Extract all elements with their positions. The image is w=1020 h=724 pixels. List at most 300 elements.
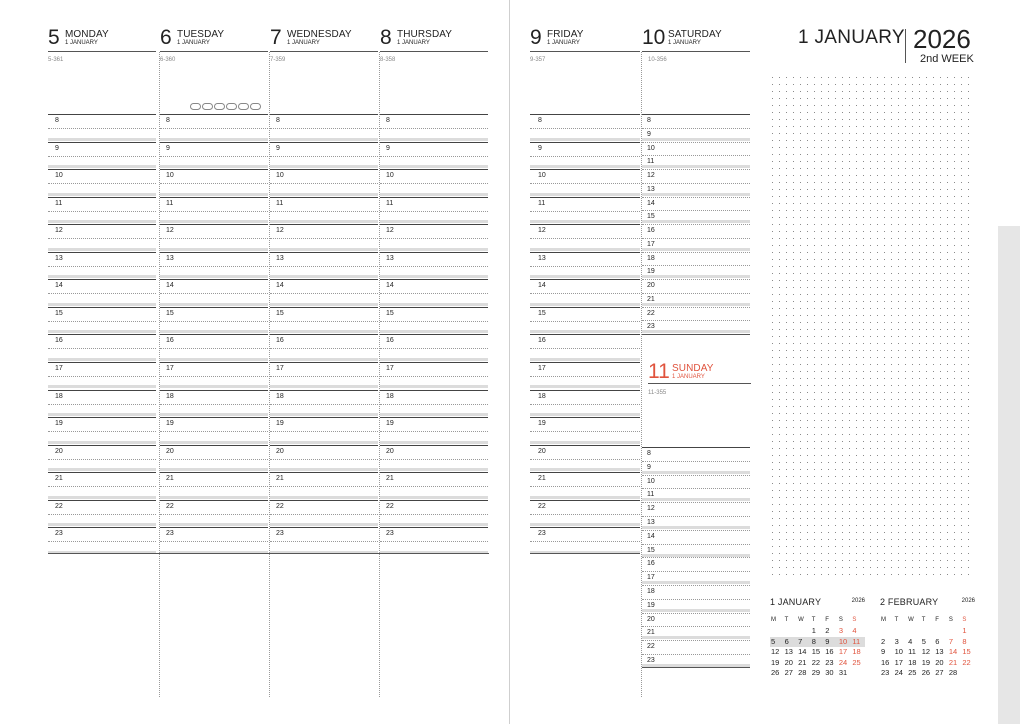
calendar-day[interactable]: 6 [784,637,798,648]
hour-line [48,307,156,308]
hour-line [530,445,640,446]
hour-highlight-bar [530,138,640,141]
column-divider [159,52,160,697]
hour-highlight-bar [530,496,640,499]
hour-label: 20 [55,447,63,455]
calendar-day [907,626,921,637]
calendar-day[interactable]: 6 [935,636,940,646]
calendar-day[interactable]: 17 [894,657,903,667]
hour-line [530,142,640,143]
hour-label: 14 [538,282,546,290]
day-name: TUESDAY [177,29,225,40]
hour-line [642,265,750,266]
hour-highlight-bar [270,413,378,416]
hour-label: 15 [647,546,655,554]
half-hour-line [530,238,640,239]
calendar-day[interactable]: 24 [894,668,903,678]
grid-bottom-line [530,553,640,554]
hour-line [48,472,156,473]
half-hour-line [530,348,640,349]
hour-highlight-bar [530,385,640,388]
half-hour-line [530,293,640,294]
calendar-day[interactable]: 21 [948,657,958,667]
calendar-day[interactable]: 27 [784,668,793,678]
hour-highlight-bar [530,193,640,196]
hour-label: 18 [647,254,655,262]
hour-line [642,447,750,448]
half-hour-line [380,348,488,349]
hour-highlight-bar [642,526,750,529]
calendar-day[interactable]: 12 [771,647,780,657]
calendar-day[interactable]: 20 [935,657,944,667]
hour-line [270,334,378,335]
hour-highlight-bar [48,138,156,141]
half-hour-line [160,348,268,349]
calendar-day[interactable]: 15 [811,647,821,657]
hour-line [380,279,488,280]
hour-highlight-bar [642,609,750,612]
calendar-day[interactable]: 8 [962,636,967,646]
hour-label: 19 [166,420,174,428]
weekday-row [880,614,975,626]
calendar-day[interactable]: 2 [825,626,830,636]
calendar-day[interactable]: 7 [948,636,953,646]
hour-highlight-bar [642,581,750,584]
calendar-day[interactable]: 11 [908,647,916,657]
calendar-day [880,626,894,637]
half-hour-line [160,293,268,294]
half-hour-line [270,183,378,184]
calendar-day[interactable]: 26 [921,668,931,678]
half-hour-line [160,238,268,239]
calendar-day[interactable]: 21 [798,657,807,667]
half-hour-line [48,293,156,294]
calendar-day[interactable]: 16 [881,657,890,667]
hour-highlight-bar [160,330,268,333]
calendar-day[interactable]: 27 [935,668,944,678]
weekday-label: S [962,617,967,623]
calendar-day[interactable]: 26 [771,668,780,678]
hour-highlight-bar [270,138,378,141]
half-hour-line [48,376,156,377]
hour-highlight-bar [530,523,640,526]
hour-highlight-bar [270,330,378,333]
calendar-day[interactable]: 3 [894,636,899,646]
hour-label: 11 [647,491,655,499]
calendar-day[interactable]: 24 [838,657,848,667]
calendar-day[interactable]: 15 [962,647,971,657]
hour-line [530,114,640,115]
hour-line [48,527,156,528]
calendar-day[interactable]: 19 [921,657,931,667]
calendar-day[interactable]: 17 [838,647,848,657]
half-hour-line [270,376,378,377]
hour-line [160,390,268,391]
hour-label: 20 [166,447,174,455]
half-hour-line [530,431,640,432]
hour-label: 11 [386,199,394,207]
hour-highlight-bar [380,220,488,223]
mini-calendar-grid [880,614,975,679]
weather-marker[interactable] [250,103,261,110]
day-number: 7 [270,26,282,49]
half-hour-line [530,321,640,322]
day-month: 1 JANUARY [397,40,430,46]
hour-label: 12 [386,227,394,235]
hour-line [380,334,488,335]
hour-line [642,613,750,614]
hour-line [160,114,268,115]
half-hour-line [160,431,268,432]
weather-marker[interactable] [202,103,213,110]
day-code: 9-357 [530,57,546,63]
hour-highlight-bar [270,385,378,388]
hour-label: 14 [55,282,63,290]
calendar-day[interactable]: 2 [881,636,886,646]
weekday-label: T [894,617,899,623]
hour-highlight-bar [48,441,156,444]
hour-label: 17 [276,364,284,372]
calendar-day [894,626,908,637]
calendar-day[interactable]: 25 [908,668,917,678]
hour-label: 19 [386,420,394,428]
half-hour-line [380,293,488,294]
hour-line [642,238,750,239]
hour-label: 20 [647,282,655,289]
calendar-day[interactable]: 8 [811,637,825,648]
weekday-label: T [811,617,816,623]
hour-line [160,445,268,446]
hour-line [380,307,488,308]
grid-bottom-line [48,553,489,554]
hour-highlight-bar [160,193,268,196]
weekday-label: W [908,617,914,623]
day-code: 7-359 [270,57,286,63]
hour-label: 21 [647,629,655,637]
weather-marker[interactable] [226,103,237,110]
hour-highlight-bar [380,330,488,333]
half-hour-line [160,156,268,157]
hour-highlight-bar [160,220,268,223]
half-hour-line [270,321,378,322]
hour-line [642,544,750,545]
calendar-day[interactable]: 3 [838,626,843,636]
day-header [642,26,750,52]
hour-line [642,475,750,476]
hour-label: 21 [538,475,546,483]
week-row [880,668,975,679]
half-hour-line [530,514,640,515]
calendar-day[interactable]: 4 [908,636,913,646]
hour-highlight-bar [642,193,750,196]
calendar-day[interactable]: 20 [784,657,793,667]
hour-label: 17 [538,364,546,372]
calendar-day[interactable]: 16 [825,647,834,657]
hour-highlight-bar [160,468,268,471]
half-hour-line [270,293,378,294]
hour-label: 8 [647,117,651,124]
weekday-label: T [784,617,789,623]
weekday-label: S [948,617,953,623]
half-hour-line [160,541,268,542]
hour-line [48,362,156,363]
hour-line [380,142,488,143]
hour-label: 23 [647,323,655,331]
hour-highlight-bar [530,330,640,333]
hour-highlight-bar [530,220,640,223]
hour-highlight-bar [270,248,378,251]
calendar-day[interactable]: 1 [962,626,967,636]
half-hour-line [48,128,156,129]
week-date-title: 1 JANUARY [798,27,905,48]
hour-highlight-bar [48,523,156,526]
calendar-day[interactable]: 5 [921,636,926,646]
hour-label: 21 [386,475,394,483]
week-row [880,647,975,658]
day-code: 10-356 [648,57,667,63]
hour-highlight-bar [270,496,378,499]
hour-label: 13 [55,254,63,262]
hour-line [380,169,488,170]
calendar-day[interactable]: 13 [784,647,793,657]
hour-highlight-bar [642,303,750,306]
day-code: 8-358 [380,57,396,63]
hour-label: 21 [55,475,63,483]
hour-highlight-bar [642,636,750,639]
day-name: SATURDAY [668,29,722,40]
hour-line [642,502,750,503]
hour-label: 20 [386,447,394,455]
hour-highlight-bar [270,468,378,471]
weekday-label: F [825,617,829,623]
hour-label: 21 [647,295,655,303]
hour-label: 16 [166,337,174,345]
hour-label: 10 [647,477,655,485]
hour-label: 16 [647,227,655,234]
half-hour-line [48,348,156,349]
hour-line [270,307,378,308]
calendar-day[interactable]: 9 [824,637,838,648]
half-hour-line [380,266,488,267]
hour-line [160,417,268,418]
hour-label: 11 [166,199,174,207]
hour-line [270,527,378,528]
calendar-day[interactable]: 19 [771,657,780,667]
hour-line [160,197,268,198]
hour-label: 13 [386,254,394,262]
hour-highlight-bar [380,413,488,416]
calendar-day[interactable]: 28 [798,668,807,678]
half-hour-line [530,541,640,542]
weekday-label: S [838,617,843,623]
half-hour-line [160,514,268,515]
hour-highlight-bar [380,441,488,444]
hour-highlight-bar [642,498,750,501]
day-code: 6-360 [160,57,176,63]
half-hour-line [270,404,378,405]
weekday-label: S [852,617,857,623]
hour-highlight-bar [380,248,488,251]
calendar-day[interactable]: 23 [825,657,834,667]
half-hour-line [48,431,156,432]
hour-line [642,224,750,225]
half-hour-line [160,183,268,184]
day-header [160,26,268,52]
hour-line [380,390,488,391]
hour-highlight-bar [530,275,640,278]
column-divider [269,52,270,697]
calendar-day [921,626,935,637]
hour-line [642,183,750,184]
weather-marker[interactable] [238,103,249,110]
hour-line [380,362,488,363]
hour-label: 21 [166,475,174,483]
hour-label: 12 [276,227,284,235]
calendar-day [797,626,811,637]
column-divider [379,52,380,697]
hour-line [270,142,378,143]
hour-line [380,500,488,501]
calendar-day[interactable]: 10 [838,637,852,648]
calendar-day[interactable]: 1 [811,626,816,636]
calendar-day [770,626,784,637]
hour-highlight-bar [48,275,156,278]
day-number: 5 [48,26,60,49]
calendar-day[interactable]: 4 [852,626,857,636]
hour-line [380,417,488,418]
calendar-day[interactable]: 7 [797,637,811,648]
hour-label: 9 [538,144,542,152]
mini-calendar-grid [770,614,865,679]
calendar-day[interactable]: 10 [894,647,903,657]
mini-calendar-title: 2 FEBRUARY [880,597,939,607]
calendar-day[interactable]: 18 [908,657,917,667]
weekday-label: W [798,617,804,623]
hour-line [380,197,488,198]
half-hour-line [270,486,378,487]
dot-grid-notes[interactable] [769,74,973,579]
hour-label: 23 [538,530,546,538]
hour-label: 19 [538,420,546,428]
calendar-day[interactable]: 25 [852,657,861,667]
hour-line [642,128,750,129]
calendar-day [961,668,975,679]
day-month: 1 JANUARY [547,40,580,46]
hour-line [160,279,268,280]
calendar-day[interactable]: 22 [811,657,821,667]
hour-highlight-bar [642,248,750,251]
half-hour-line [530,156,640,157]
hour-highlight-bar [380,385,488,388]
hour-label: 11 [55,199,63,207]
calendar-day[interactable]: 5 [770,637,784,648]
week-row [880,658,975,669]
calendar-day [948,626,962,637]
half-hour-line [48,266,156,267]
weekday-row [770,614,865,626]
hour-highlight-bar [48,413,156,416]
hour-line [530,500,640,501]
hour-label: 13 [647,519,655,526]
week-row [880,626,975,637]
hour-line [530,390,640,391]
hour-line [642,626,750,627]
calendar-day[interactable]: 30 [825,668,834,678]
hour-line [530,252,640,253]
calendar-day[interactable]: 22 [962,657,971,667]
hour-label: 18 [55,392,63,400]
weather-marker[interactable] [190,103,201,110]
half-hour-line [270,431,378,432]
calendar-day[interactable]: 9 [881,647,886,657]
hour-line [160,500,268,501]
hour-label: 18 [386,392,394,400]
day-number: 10 [642,26,666,49]
calendar-day[interactable]: 28 [948,668,958,678]
day-name: SUNDAY [672,363,714,374]
hour-label: 20 [538,447,546,455]
hour-line [270,390,378,391]
half-hour-line [160,211,268,212]
hour-line [642,488,750,489]
calendar-day [934,626,948,637]
hour-line [270,169,378,170]
hour-highlight-bar [160,248,268,251]
half-hour-line [530,266,640,267]
hour-highlight-bar [380,496,488,499]
day-header [270,26,378,52]
hour-line [270,224,378,225]
hour-label: 10 [647,144,655,152]
hour-highlight-bar [270,193,378,196]
hour-label: 13 [538,254,546,262]
hour-line [530,362,640,363]
day-month: 1 JANUARY [287,40,320,46]
hour-label: 20 [647,615,655,623]
calendar-day[interactable]: 29 [811,668,821,678]
hour-label: 16 [276,337,284,345]
half-hour-line [160,459,268,460]
calendar-day[interactable]: 14 [798,647,807,657]
week-number-label: 2nd WEEK [920,53,974,65]
calendar-day [851,668,865,679]
weekday-label: F [935,617,939,623]
hour-line [642,530,750,531]
calendar-day[interactable]: 14 [948,647,958,657]
week-row [770,626,865,637]
calendar-day[interactable]: 11 [851,637,865,648]
hour-line [642,516,750,517]
hour-label: 15 [55,309,63,317]
hour-line [642,169,750,170]
hour-highlight-bar [270,165,378,168]
hour-line [642,320,750,321]
calendar-day[interactable]: 23 [881,668,890,678]
calendar-day[interactable]: 12 [921,647,931,657]
page-spine [509,0,510,724]
calendar-day[interactable]: 31 [838,668,848,678]
calendar-day[interactable]: 13 [935,647,944,657]
hour-line [160,224,268,225]
grid-bottom-line [642,334,750,335]
hour-label: 12 [647,505,655,513]
week-row [770,658,865,669]
weather-marker[interactable] [214,103,225,110]
half-hour-line [48,183,156,184]
half-hour-line [48,514,156,515]
calendar-day[interactable]: 18 [852,647,861,657]
hour-line [48,169,156,170]
